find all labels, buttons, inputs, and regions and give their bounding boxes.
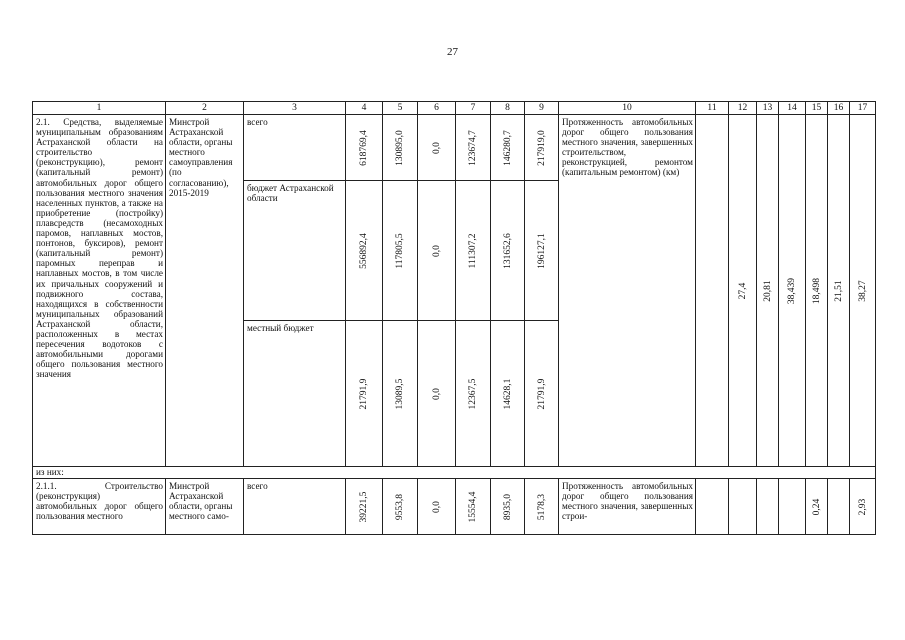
measure-description: 2.1. Средства, выделяемые муниципальным образованиям Астраханской области на строительство (реконструкцию), ремонт (капитальный ремонт) автомобильных дорог общего пользования местного значения населенных пунктов, а также на приобретение (постройку) плавсредств (несамоходных паромов, наплавных мостов, понтонов, буксиров), ремонт (капитальный ремонт) паромных переправ и наплавных мостов, в том числе их причальных сооружений и подвижного состава, находящихся в собственности муниципальных образований Астраханской области, расположенных в местах пересечения водотоков с автомобильными дорогами общего пользования местного значения bbox=[33, 115, 166, 467]
value-text: 39221,5 bbox=[358, 491, 369, 522]
column-number: 7 bbox=[456, 102, 491, 115]
column-number: 13 bbox=[757, 102, 779, 115]
table-row bbox=[33, 467, 876, 479]
value-cell bbox=[418, 181, 456, 321]
column-number: 12 bbox=[729, 102, 757, 115]
value-cell bbox=[383, 479, 418, 535]
indicator-cell bbox=[696, 479, 729, 535]
value-cell bbox=[383, 115, 418, 181]
column-number: 8 bbox=[491, 102, 525, 115]
value-text: 217919,0 bbox=[536, 129, 547, 166]
column-number: 5 bbox=[383, 102, 418, 115]
indicator-value: 38,27 bbox=[857, 279, 868, 302]
value-cell bbox=[346, 181, 383, 321]
value-text: 0,0 bbox=[431, 141, 442, 154]
indicator-cell bbox=[696, 115, 729, 467]
value-cell bbox=[525, 479, 559, 535]
indicator-value: 0,24 bbox=[811, 498, 822, 515]
value-text: 146280,7 bbox=[502, 129, 513, 166]
value-text: 12367,5 bbox=[467, 378, 478, 409]
value-text: 9553,8 bbox=[394, 493, 405, 520]
indicator-value: 21,51 bbox=[833, 279, 844, 302]
column-number-row bbox=[33, 102, 876, 115]
indicator-cell bbox=[828, 115, 850, 467]
column-number: 9 bbox=[525, 102, 559, 115]
measure-description: 2.1.1. Строительство (реконструкция) автомобильных дорог общего пользования местного bbox=[33, 479, 166, 535]
indicator-value: 2,93 bbox=[857, 498, 868, 515]
value-cell bbox=[491, 479, 525, 535]
indicator-cell bbox=[779, 479, 806, 535]
value-text: 8935,0 bbox=[502, 493, 513, 520]
indicator-cell bbox=[806, 479, 828, 535]
value-cell bbox=[525, 181, 559, 321]
value-text: 123674,7 bbox=[467, 129, 478, 166]
value-cell bbox=[491, 115, 525, 181]
indicator-value: 38,439 bbox=[786, 277, 797, 304]
column-number: 11 bbox=[696, 102, 729, 115]
funding-source: всего bbox=[244, 479, 346, 535]
funding-source: местный бюджет bbox=[244, 321, 346, 467]
indicator-cell bbox=[779, 115, 806, 467]
value-text: 15554,4 bbox=[467, 491, 478, 522]
value-cell bbox=[456, 115, 491, 181]
column-number: 16 bbox=[828, 102, 850, 115]
from-them-label: из них: bbox=[33, 467, 876, 479]
value-cell bbox=[525, 115, 559, 181]
indicator-cell bbox=[729, 115, 757, 467]
executor-cell: Минстрой Астраханской области, органы местного самоуправления (по согласованию), 2015-2019 bbox=[166, 115, 244, 467]
value-text: 111307,2 bbox=[467, 233, 478, 268]
indicator-cell bbox=[729, 479, 757, 535]
funding-source: всего bbox=[244, 115, 346, 181]
value-text: 130895,0 bbox=[394, 129, 405, 166]
column-number: 2 bbox=[166, 102, 244, 115]
value-cell bbox=[346, 115, 383, 181]
value-text: 21791,9 bbox=[358, 378, 369, 409]
column-number: 17 bbox=[850, 102, 876, 115]
indicator-cell bbox=[850, 115, 876, 467]
value-text: 0,0 bbox=[431, 244, 442, 257]
value-text: 0,0 bbox=[431, 387, 442, 400]
value-text: 0,0 bbox=[431, 500, 442, 513]
value-cell bbox=[418, 321, 456, 467]
indicator-cell bbox=[757, 115, 779, 467]
page-number: 27 bbox=[447, 46, 458, 58]
indicator-cell bbox=[850, 479, 876, 535]
value-cell bbox=[383, 321, 418, 467]
value-cell bbox=[383, 181, 418, 321]
executor-cell: Минстрой Астраханской области, органы местного само- bbox=[166, 479, 244, 535]
column-number: 1 bbox=[33, 102, 166, 115]
document-table bbox=[32, 101, 868, 537]
value-text: 556892,4 bbox=[358, 232, 369, 269]
table-row bbox=[33, 115, 876, 181]
column-number: 3 bbox=[244, 102, 346, 115]
column-number: 6 bbox=[418, 102, 456, 115]
value-cell bbox=[456, 181, 491, 321]
value-cell bbox=[456, 479, 491, 535]
value-text: 5178,3 bbox=[536, 493, 547, 520]
value-cell bbox=[418, 115, 456, 181]
table-row bbox=[33, 479, 876, 535]
indicator-value: 27,4 bbox=[737, 282, 748, 299]
column-number: 15 bbox=[806, 102, 828, 115]
value-text: 618769,4 bbox=[358, 129, 369, 166]
value-text: 21791,9 bbox=[536, 378, 547, 409]
indicator-cell bbox=[757, 479, 779, 535]
column-number: 14 bbox=[779, 102, 806, 115]
value-text: 13089,5 bbox=[394, 378, 405, 409]
value-text: 131652,6 bbox=[502, 232, 513, 269]
value-text: 14628,1 bbox=[502, 378, 513, 409]
indicator-cell bbox=[806, 115, 828, 467]
column-number: 10 bbox=[559, 102, 696, 115]
column-number: 4 bbox=[346, 102, 383, 115]
indicator-cell bbox=[828, 479, 850, 535]
funding-source: бюджет Астраханской области bbox=[244, 181, 346, 321]
value-text: 117805,5 bbox=[394, 232, 405, 269]
indicator-value: 18,498 bbox=[811, 277, 822, 304]
value-cell bbox=[491, 181, 525, 321]
value-cell bbox=[346, 321, 383, 467]
indicator-value: 20,81 bbox=[762, 279, 773, 302]
indicator-description: Протяженность автомобильных дорог общего пользования местного значения, завершенных строи- bbox=[559, 479, 696, 535]
indicator-description: Протяженность автомобильных дорог общего пользования местного значения, завершенных строительством, реконструкцией, ремонтом (капитальным ремонтом) (км) bbox=[559, 115, 696, 467]
value-cell bbox=[418, 479, 456, 535]
value-cell bbox=[456, 321, 491, 467]
value-cell bbox=[346, 479, 383, 535]
value-cell bbox=[525, 321, 559, 467]
value-cell bbox=[491, 321, 525, 467]
value-text: 196127,1 bbox=[536, 232, 547, 269]
